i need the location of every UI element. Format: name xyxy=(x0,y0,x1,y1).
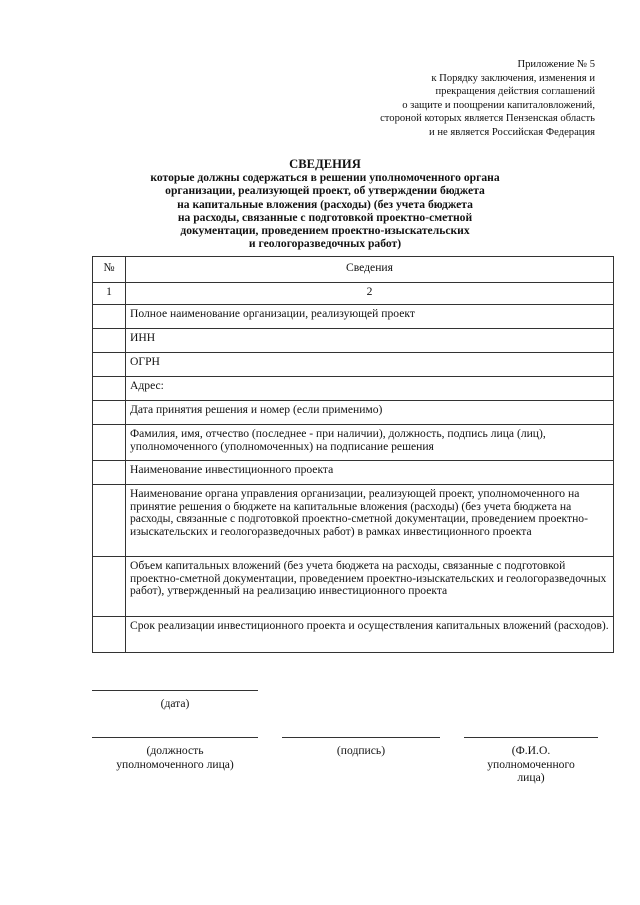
row-number-cell xyxy=(93,377,126,401)
table-row xyxy=(93,485,614,557)
appendix-line: Приложение № 5 xyxy=(517,59,595,70)
row-text: Полное наименование организации, реализующей проект xyxy=(126,305,614,329)
position-label-line: уполномоченного лица) xyxy=(116,757,234,771)
row-number-cell xyxy=(93,557,126,617)
table-header-row xyxy=(93,257,614,283)
signature-label: (подпись) xyxy=(336,744,386,757)
title-line: на капитальные вложения (расходы) (без учета бюджета xyxy=(177,197,473,211)
table-row xyxy=(93,425,614,461)
index-text: 2 xyxy=(126,283,614,305)
row-number-cell xyxy=(93,425,126,461)
appendix-line: к Порядку заключения, изменения и xyxy=(431,72,595,84)
position-line xyxy=(92,737,258,738)
fio-label-line: уполномоченного xyxy=(487,757,575,771)
title-line: и геологоразведочных работ) xyxy=(248,237,402,251)
row-number-cell xyxy=(93,353,126,377)
table-row xyxy=(93,557,614,617)
table-row xyxy=(93,617,614,653)
table-row xyxy=(93,305,614,329)
row-text: Дата принятия решения и номер (если применимо) xyxy=(126,401,614,425)
row-number-cell xyxy=(93,329,126,353)
row-text: ИНН xyxy=(126,329,614,353)
title-line: которые должны содержаться в решении уполномоченного органа xyxy=(150,171,500,184)
header-number: № xyxy=(93,257,126,283)
index-number: 1 xyxy=(93,283,126,305)
document-title xyxy=(90,157,560,251)
row-text: Наименование инвестиционного проекта xyxy=(126,461,614,485)
fio-label-line: лица) xyxy=(517,771,545,784)
appendix-line: и не является Российская Федерация xyxy=(429,126,595,138)
row-number-cell xyxy=(93,305,126,329)
row-text: Фамилия, имя, отчество (последнее - при наличии), должность, подпись лица (лиц), уполномоченного (уполномоченных) на подписание решения xyxy=(126,425,614,461)
fio-label-line: (Ф.И.О. xyxy=(511,744,551,757)
table-row xyxy=(93,329,614,353)
title-line: организации, реализующей проект, об утверждении бюджета xyxy=(165,184,485,198)
title-heading: СВЕДЕНИЯ xyxy=(289,157,361,171)
position-label-line: (должность xyxy=(146,744,204,757)
info-table xyxy=(92,256,614,653)
fio-line xyxy=(464,737,598,738)
table-row xyxy=(93,401,614,425)
fio-label xyxy=(464,744,598,785)
table-row xyxy=(93,377,614,401)
row-text: Объем капитальных вложений (без учета бюджета на расходы, связанные с подготовкой проектно-сметной документации, проведением проектно-изыскательских и геологоразведочных работ), утвержденный на реализацию инвестиционного проекта xyxy=(126,557,614,617)
row-number-cell xyxy=(93,401,126,425)
date-label: (дата) xyxy=(160,697,190,710)
table-index-row xyxy=(93,283,614,305)
position-label xyxy=(92,744,258,771)
table-row xyxy=(93,353,614,377)
row-text: Срок реализации инвестиционного проекта и осуществления капитальных вложений (расходов). xyxy=(126,617,614,653)
table-row xyxy=(93,461,614,485)
row-number-cell xyxy=(93,617,126,653)
signature-line xyxy=(282,737,440,738)
row-number-cell xyxy=(93,461,126,485)
row-text: Адрес: xyxy=(126,377,614,401)
row-number-cell xyxy=(93,485,126,557)
row-text: Наименование органа управления организации, реализующей проект, уполномоченного на принятие решения о бюджете на капитальные вложения (расходы) (без учета бюджета на расходы, связанные с подготовкой проектно-сметной документации, проведением проектно-изыскательских и геологоразведочных работ) в рамках инвестиционного проекта xyxy=(126,485,614,557)
appendix-line: прекращения действия соглашений xyxy=(435,86,595,98)
appendix-line: стороной которых является Пензенская область xyxy=(380,113,595,125)
title-line: на расходы, связанные с подготовкой проектно-сметной xyxy=(177,210,473,224)
appendix-line: о защите и поощрении капиталовложений, xyxy=(402,99,595,111)
title-line: документации, проведением проектно-изыскательских xyxy=(180,224,470,238)
row-text: ОГРН xyxy=(126,353,614,377)
appendix-note xyxy=(295,58,595,140)
header-info: Сведения xyxy=(126,257,614,283)
date-line xyxy=(92,690,258,691)
